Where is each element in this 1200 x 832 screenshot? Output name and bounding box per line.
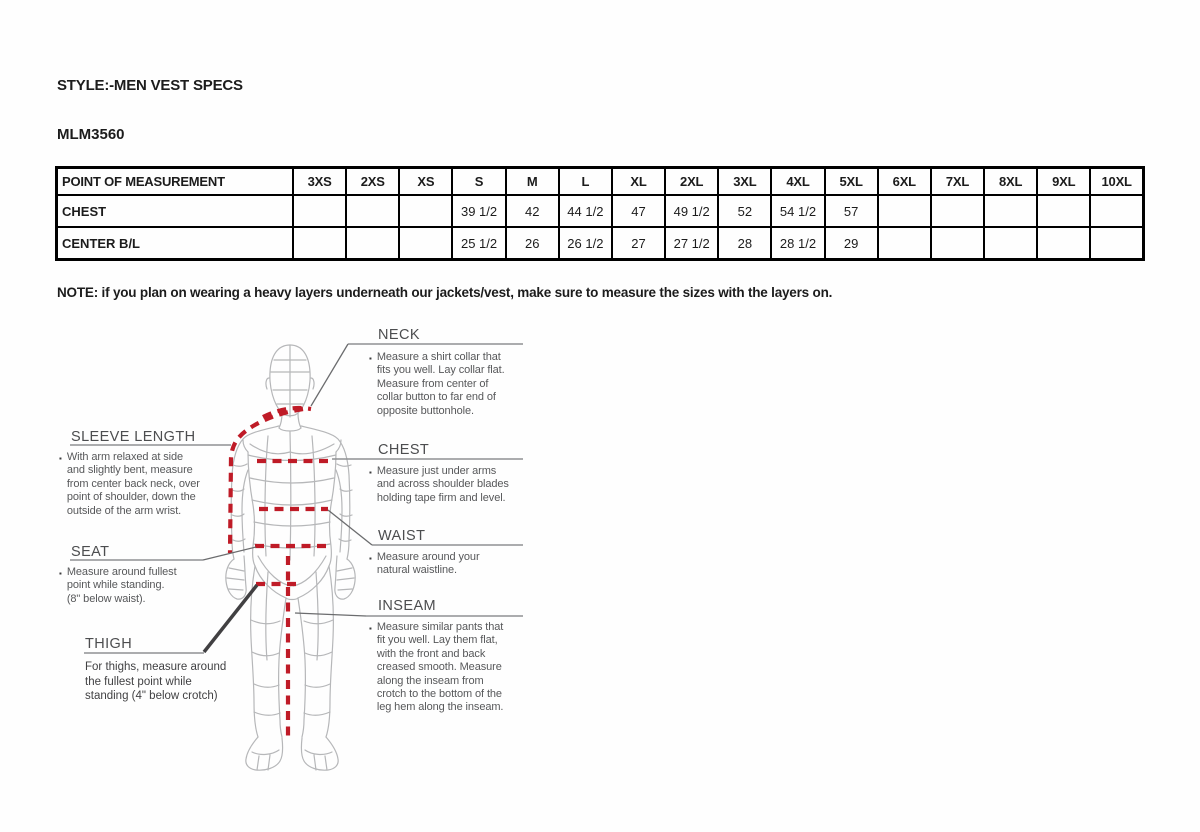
- col-header-l: L: [559, 168, 612, 196]
- bullet-icon: ▪: [369, 354, 372, 363]
- guide-section-title-thigh: THIGH: [85, 636, 133, 652]
- guide-section-seat: [59, 566, 224, 606]
- col-header-9xl: 9XL: [1037, 168, 1090, 196]
- cell-centerbl-s: 25 1/2: [452, 227, 505, 260]
- bullet-icon: ▪: [369, 624, 372, 633]
- guide-section-thigh: [85, 660, 260, 704]
- guide-section-neck: [369, 351, 534, 418]
- col-header-2xl: 2XL: [665, 168, 718, 196]
- guide-section-title-neck: NECK: [378, 327, 420, 343]
- bullet-icon: ▪: [59, 569, 62, 578]
- cell-centerbl-xl: 27: [612, 227, 665, 260]
- guide-section-waist: [369, 551, 534, 578]
- cell-centerbl-2xl: 27 1/2: [665, 227, 718, 260]
- guide-text-thigh: For thighs, measure around the fullest point while standing (4" below crotch): [85, 661, 227, 703]
- cell-centerbl-l: 26 1/2: [559, 227, 612, 260]
- cell-chest-2xl: 49 1/2: [665, 195, 718, 227]
- guide-section-title-inseam: INSEAM: [378, 598, 436, 614]
- bullet-icon: ▪: [59, 454, 62, 463]
- cell-centerbl-3xl: 28: [718, 227, 771, 260]
- col-header-m: M: [506, 168, 559, 196]
- col-header-2xs: 2XS: [346, 168, 399, 196]
- guide-text-neck: Measure a shirt collar that fits you well. Lay collar flat. Measure from center of collar button to far end of opposite buttonhole.: [376, 351, 505, 417]
- style-code: MLM3560: [57, 126, 125, 143]
- col-header-5xl: 5XL: [825, 168, 878, 196]
- cell-chest-s: 39 1/2: [452, 195, 505, 227]
- row-label-center-bl: CENTER B/L: [57, 227, 294, 260]
- col-header-3xs: 3XS: [293, 168, 346, 196]
- note-text: NOTE: if you plan on wearing a heavy layers underneath our jackets/vest, make sure to measure the sizes with the layers on.: [57, 285, 833, 300]
- bullet-icon: ▪: [369, 468, 372, 477]
- cell-chest-4xl: 54 1/2: [771, 195, 824, 227]
- guide-text-seat: Measure around fullest point while standing. (8" below waist).: [66, 566, 177, 605]
- cell-centerbl-5xl: 29: [825, 227, 878, 260]
- cell-centerbl-4xl: 28 1/2: [771, 227, 824, 260]
- cell-chest-xl: 47: [612, 195, 665, 227]
- col-header-6xl: 6XL: [878, 168, 931, 196]
- guide-section-title-seat: SEAT: [71, 544, 110, 560]
- col-header-10xl: 10XL: [1090, 168, 1143, 196]
- guide-text-chest: Measure just under arms and across shoulder blades holding tape firm and level.: [376, 465, 509, 504]
- guide-text-sleeve-length: With arm relaxed at side and slightly bent, measure from center back neck, over point of shoulder, down the outside of the arm wrist.: [66, 451, 200, 517]
- col-header-8xl: 8XL: [984, 168, 1037, 196]
- cell-chest-l: 44 1/2: [559, 195, 612, 227]
- guide-section-title-sleeve-length: SLEEVE LENGTH: [71, 429, 196, 445]
- guide-text-waist: Measure around your natural waistline.: [376, 551, 480, 577]
- col-header-3xl: 3XL: [718, 168, 771, 196]
- cell-chest-5xl: 57: [825, 195, 878, 227]
- mannequin-wireframe: [226, 345, 355, 770]
- guide-section-sleeve-length: [59, 451, 234, 518]
- cell-centerbl-m: 26: [506, 227, 559, 260]
- bullet-icon: ▪: [369, 554, 372, 563]
- guide-section-title-waist: WAIST: [378, 528, 426, 544]
- guide-section-inseam: [369, 621, 534, 715]
- cell-chest-m: 42: [506, 195, 559, 227]
- guide-text-inseam: Measure similar pants that fit you well. Lay them flat, with the front and back creased smooth. Measure along the inseam from crotch to the bottom of the leg hem along the inseam.: [376, 621, 504, 714]
- col-header-xs: XS: [399, 168, 452, 196]
- col-header-s: S: [452, 168, 505, 196]
- col-header-7xl: 7XL: [931, 168, 984, 196]
- col-header-point-of-measurement: POINT OF MEASUREMENT: [57, 168, 294, 196]
- guide-section-title-chest: CHEST: [378, 442, 430, 458]
- col-header-xl: XL: [612, 168, 665, 196]
- row-label-chest: CHEST: [57, 195, 294, 227]
- page-title: STYLE:-MEN VEST SPECS: [57, 77, 243, 94]
- col-header-4xl: 4XL: [771, 168, 824, 196]
- cell-chest-3xl: 52: [718, 195, 771, 227]
- guide-section-chest: [369, 465, 534, 505]
